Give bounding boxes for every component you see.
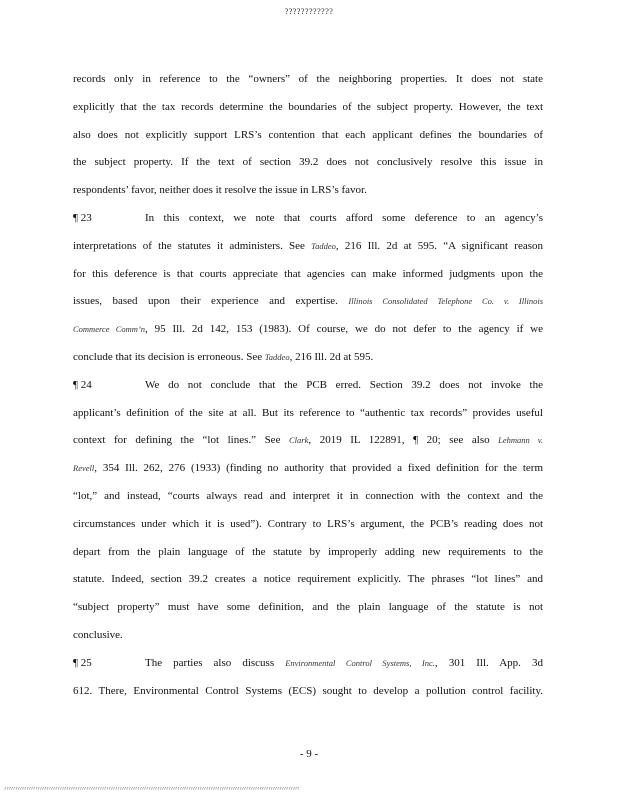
text-line: [73, 682, 543, 710]
line-text: , 216 Ill. 2d at 595.: [289, 350, 374, 363]
text-line: [73, 98, 543, 126]
paragraph-marker: ¶ 23: [73, 211, 92, 224]
text-line: [73, 181, 543, 209]
text-line: [73, 153, 543, 181]
case-citation: Illinois Consolidated Telephone Co. v. Illinois: [348, 296, 544, 307]
line-text: for this deference is that courts appreciate that agencies can make informed judgments upon the: [73, 267, 543, 280]
text-line: [73, 431, 543, 459]
line-text: context for defining the “lot lines.” See: [73, 434, 281, 447]
text-line: [73, 237, 543, 265]
line-text: conclusive.: [73, 628, 123, 641]
case-citation: Clark: [289, 435, 309, 446]
body-text: [73, 70, 543, 709]
text-line: [73, 348, 543, 376]
line-text: interpretations of the statutes it administers. See: [73, 239, 305, 252]
case-citation: Lehmann v.: [498, 435, 543, 446]
case-citation: Taddeo: [311, 240, 336, 251]
line-text: “lot,” and instead, “courts always read and interpret it in connection with the context and the: [73, 489, 543, 502]
text-line: [73, 626, 543, 654]
line-text: In this context, we note that courts afford some deference to an agency’s: [145, 211, 543, 224]
paragraph-marker: ¶ 25: [73, 656, 92, 669]
page-number: - 9 -: [299, 748, 319, 760]
line-text: , 95 Ill. 2d 142, 153 (1983). Of course, we do not defer to the agency if we: [145, 323, 543, 336]
paragraph-marker: ¶ 24: [73, 378, 92, 391]
line-text: circumstances under which it is used”). Contrary to LRS’s argument, the PCB’s reading does not: [73, 517, 543, 530]
line-text: We do not conclude that the PCB erred. Section 39.2 does not invoke the: [145, 378, 543, 391]
line-text: issues, based upon their experience and expertise.: [73, 295, 338, 308]
line-text: , 2019 IL 122891, ¶ 20; see also: [308, 434, 490, 447]
line-text: also does not explicitly support LRS’s contention that each applicant defines the boundaries of: [73, 128, 543, 141]
line-text: the subject property. If the text of section 39.2 does not conclusively resolve this issue in: [73, 156, 543, 169]
text-line: [73, 515, 543, 543]
line-text: statute. Indeed, section 39.2 creates a notice requirement explicitly. The phrases “lot lines” and: [73, 573, 543, 586]
paragraph-25-start: [73, 654, 543, 682]
case-citation: Commerce Comm’n: [73, 324, 146, 335]
line-text: records only in reference to the “owners” of the neighboring properties. It does not state: [73, 73, 543, 85]
text-line: [73, 70, 543, 98]
text-line: [73, 459, 543, 487]
line-text: applicant’s definition of the site at all. But its reference to “authentic tax records” provides useful: [73, 406, 543, 419]
text-line: [73, 570, 543, 598]
case-citation: Revell: [73, 463, 95, 474]
line-text: The parties also discuss: [145, 656, 275, 669]
text-line: [73, 292, 543, 320]
line-text: , 354 Ill. 262, 276 (1933) (finding no authority that provided a fixed definition for the term: [94, 462, 543, 475]
footer-code: ?????????????????????????????????????????????????????????????????????????????????????????????????????????????????????????????????????: [4, 787, 300, 792]
text-line: [73, 404, 543, 432]
line-text: , 301 Ill. App. 3d: [434, 656, 543, 669]
text-line: [73, 598, 543, 626]
document-header-code: ????????????: [284, 7, 334, 16]
text-line: [73, 320, 543, 348]
text-line: [73, 487, 543, 515]
line-text: 612. There, Environmental Control Systems (ECS) sought to develop a pollution control facility.: [73, 684, 543, 697]
paragraph-23-start: [73, 209, 543, 237]
line-text: explicitly that the tax records determine the boundaries of the subject property. However, the text: [73, 100, 543, 113]
paragraph-24-start: [73, 376, 543, 404]
line-text: , 216 Ill. 2d at 595. “A significant reason: [335, 239, 544, 252]
case-citation: Environmental Control Systems, Inc.: [285, 657, 435, 668]
case-citation: Taddeo: [264, 351, 290, 362]
text-line: [73, 265, 543, 293]
line-text: respondents’ favor, neither does it resolve the issue in LRS’s favor.: [73, 184, 367, 197]
text-line: [73, 126, 543, 154]
line-text: “subject property” must have some definition, and the plain language of the statute is not: [73, 601, 543, 614]
text-line: [73, 543, 543, 571]
line-text: conclude that its decision is erroneous. See: [73, 350, 263, 363]
line-text: depart from the plain language of the statute by improperly adding new requirements to the: [73, 545, 543, 558]
